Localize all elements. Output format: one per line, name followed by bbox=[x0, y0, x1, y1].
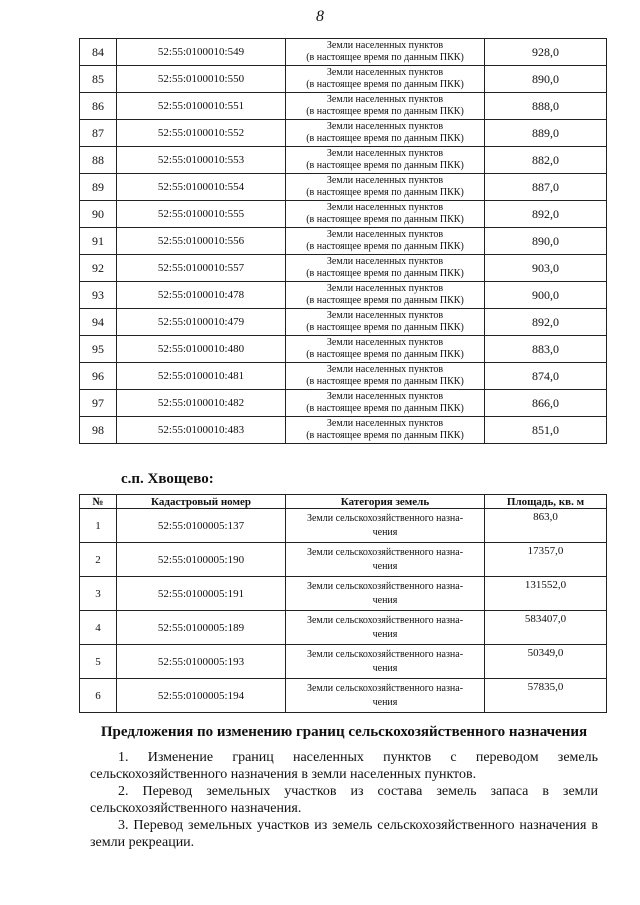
table-header-row bbox=[80, 495, 607, 509]
land-category bbox=[286, 93, 485, 120]
table-row bbox=[80, 201, 607, 228]
page-number: 8 bbox=[316, 8, 324, 25]
table-row bbox=[80, 282, 607, 309]
land-category bbox=[286, 611, 485, 645]
row-number: 90 bbox=[80, 201, 117, 228]
area-value: 866,0 bbox=[485, 390, 607, 417]
land-category bbox=[286, 39, 485, 66]
cadastral-number: 52:55:0100010:554 bbox=[117, 174, 286, 201]
category-note: (в настоящее время по данным ПКК) bbox=[306, 52, 464, 63]
area-value: 928,0 bbox=[485, 39, 607, 66]
category-name: Земли населенных пунктов bbox=[326, 364, 444, 375]
cadastral-number: 52:55:0100010:551 bbox=[117, 93, 286, 120]
row-number: 98 bbox=[80, 417, 117, 444]
row-number: 85 bbox=[80, 66, 117, 93]
category-name: Земли населенных пунктов bbox=[326, 175, 444, 186]
area-value bbox=[485, 577, 607, 611]
category-name: Земли населенных пунктов bbox=[326, 391, 444, 402]
area-value bbox=[485, 645, 607, 679]
land-category bbox=[286, 509, 485, 543]
proposal-item: 3. Перевод земельных участков из земель сельскохозяйственного назначения в земли рекреации. bbox=[90, 818, 598, 850]
cadastral-number: 52:55:0100010:482 bbox=[117, 390, 286, 417]
area-value bbox=[485, 543, 607, 577]
table-row bbox=[80, 228, 607, 255]
table-row bbox=[80, 577, 607, 611]
area-text: 17357,0 bbox=[527, 545, 564, 557]
category-name-end: чения bbox=[372, 560, 398, 572]
category-name: Земли сельскохозяйственного назна- bbox=[306, 512, 464, 524]
table-row bbox=[80, 147, 607, 174]
cadastral-number: 52:55:0100010:479 bbox=[117, 309, 286, 336]
category-note: (в настоящее время по данным ПКК) bbox=[306, 187, 464, 198]
cadastral-number: 52:55:0100005:190 bbox=[117, 543, 286, 577]
area-value bbox=[485, 509, 607, 543]
row-number: 93 bbox=[80, 282, 117, 309]
row-number: 89 bbox=[80, 174, 117, 201]
land-category bbox=[286, 645, 485, 679]
cadastral-number: 52:55:0100010:552 bbox=[117, 120, 286, 147]
cadastral-number: 52:55:0100010:556 bbox=[117, 228, 286, 255]
table-row bbox=[80, 679, 607, 713]
row-number: 87 bbox=[80, 120, 117, 147]
section-title: с.п. Хвощево: bbox=[121, 471, 214, 487]
area-value: 890,0 bbox=[485, 228, 607, 255]
category-name: Земли населенных пунктов bbox=[326, 256, 444, 267]
cadastral-number: 52:55:0100010:483 bbox=[117, 417, 286, 444]
table-row bbox=[80, 363, 607, 390]
land-category bbox=[286, 543, 485, 577]
row-number: 96 bbox=[80, 363, 117, 390]
table-row bbox=[80, 645, 607, 679]
header-cadastral: Кадастровый номер bbox=[117, 495, 286, 509]
category-note: (в настоящее время по данным ПКК) bbox=[306, 106, 464, 117]
proposal-item: 2. Перевод земельных участков из состава земель запаса в земли сельскохозяйственного назначения. bbox=[90, 784, 598, 816]
cadastral-number: 52:55:0100010:557 bbox=[117, 255, 286, 282]
category-note: (в настоящее время по данным ПКК) bbox=[306, 376, 464, 387]
cadastral-number: 52:55:0100010:549 bbox=[117, 39, 286, 66]
land-category bbox=[286, 363, 485, 390]
khvoshchevo-land-table bbox=[79, 494, 607, 713]
area-value: 892,0 bbox=[485, 309, 607, 336]
category-note: (в настоящее время по данным ПКК) bbox=[306, 430, 464, 441]
table-row bbox=[80, 390, 607, 417]
row-number: 86 bbox=[80, 93, 117, 120]
area-value: 890,0 bbox=[485, 66, 607, 93]
category-name-end: чения bbox=[372, 696, 398, 708]
category-name: Земли населенных пунктов bbox=[326, 418, 444, 429]
category-note: (в настоящее время по данным ПКК) bbox=[306, 214, 464, 225]
table-row bbox=[80, 255, 607, 282]
category-name-end: чения bbox=[372, 526, 398, 538]
row-number: 92 bbox=[80, 255, 117, 282]
cadastral-number: 52:55:0100005:194 bbox=[117, 679, 286, 713]
category-name-end: чения bbox=[372, 628, 398, 640]
area-text: 50349,0 bbox=[527, 647, 564, 659]
category-note: (в настоящее время по данным ПКК) bbox=[306, 241, 464, 252]
land-category bbox=[286, 255, 485, 282]
area-value: 874,0 bbox=[485, 363, 607, 390]
land-category bbox=[286, 309, 485, 336]
category-name: Земли населенных пунктов bbox=[326, 337, 444, 348]
category-note: (в настоящее время по данным ПКК) bbox=[306, 268, 464, 279]
row-number: 5 bbox=[80, 645, 117, 679]
area-value bbox=[485, 679, 607, 713]
table-row bbox=[80, 309, 607, 336]
table-row bbox=[80, 174, 607, 201]
cadastral-number: 52:55:0100005:191 bbox=[117, 577, 286, 611]
area-value: 882,0 bbox=[485, 147, 607, 174]
category-note: (в настоящее время по данным ПКК) bbox=[306, 403, 464, 414]
row-number: 94 bbox=[80, 309, 117, 336]
header-area: Площадь, кв. м bbox=[485, 495, 607, 509]
category-note: (в настоящее время по данным ПКК) bbox=[306, 295, 464, 306]
area-text: 583407,0 bbox=[524, 613, 567, 625]
row-number: 91 bbox=[80, 228, 117, 255]
area-value: 889,0 bbox=[485, 120, 607, 147]
row-number: 6 bbox=[80, 679, 117, 713]
category-name: Земли сельскохозяйственного назна- bbox=[306, 580, 464, 592]
row-number: 95 bbox=[80, 336, 117, 363]
category-note: (в настоящее время по данным ПКК) bbox=[306, 79, 464, 90]
cadastral-number: 52:55:0100010:550 bbox=[117, 66, 286, 93]
cadastral-number: 52:55:0100010:480 bbox=[117, 336, 286, 363]
category-note: (в настоящее время по данным ПКК) bbox=[306, 349, 464, 360]
table-row bbox=[80, 120, 607, 147]
header-category: Категория земель bbox=[286, 495, 485, 509]
category-name: Земли населенных пунктов bbox=[326, 40, 444, 51]
land-category bbox=[286, 120, 485, 147]
area-value: 887,0 bbox=[485, 174, 607, 201]
category-name: Земли сельскохозяйственного назна- bbox=[306, 546, 464, 558]
area-value: 903,0 bbox=[485, 255, 607, 282]
category-note: (в настоящее время по данным ПКК) bbox=[306, 322, 464, 333]
cadastral-number: 52:55:0100010:553 bbox=[117, 147, 286, 174]
category-name: Земли населенных пунктов bbox=[326, 148, 444, 159]
category-name-end: чения bbox=[372, 662, 398, 674]
land-category bbox=[286, 174, 485, 201]
area-value bbox=[485, 611, 607, 645]
land-category bbox=[286, 282, 485, 309]
row-number: 1 bbox=[80, 509, 117, 543]
upper-land-table bbox=[79, 38, 607, 444]
land-category bbox=[286, 201, 485, 228]
category-name: Земли сельскохозяйственного назна- bbox=[306, 682, 464, 694]
land-category bbox=[286, 66, 485, 93]
table-row bbox=[80, 611, 607, 645]
category-name: Земли населенных пунктов bbox=[326, 202, 444, 213]
area-value: 892,0 bbox=[485, 201, 607, 228]
cadastral-number: 52:55:0100010:555 bbox=[117, 201, 286, 228]
cadastral-number: 52:55:0100005:137 bbox=[117, 509, 286, 543]
area-text: 863,0 bbox=[533, 511, 558, 523]
header-number: № bbox=[80, 495, 117, 509]
proposals-title: Предложения по изменению границ сельскохозяйственного назначения bbox=[100, 724, 588, 740]
category-name: Земли населенных пунктов bbox=[326, 121, 444, 132]
row-number: 84 bbox=[80, 39, 117, 66]
category-name: Земли сельскохозяйственного назна- bbox=[306, 614, 464, 626]
proposal-item: 1. Изменение границ населенных пунктов с переводом земель сельскохозяйственного назначения в земли населенных пунктов. bbox=[90, 750, 598, 782]
row-number: 3 bbox=[80, 577, 117, 611]
land-category bbox=[286, 577, 485, 611]
cadastral-number: 52:55:0100010:481 bbox=[117, 363, 286, 390]
table-row bbox=[80, 417, 607, 444]
category-name-end: чения bbox=[372, 594, 398, 606]
cadastral-number: 52:55:0100010:478 bbox=[117, 282, 286, 309]
row-number: 97 bbox=[80, 390, 117, 417]
table-row bbox=[80, 543, 607, 577]
row-number: 4 bbox=[80, 611, 117, 645]
area-value: 900,0 bbox=[485, 282, 607, 309]
table-row bbox=[80, 66, 607, 93]
category-name: Земли населенных пунктов bbox=[326, 67, 444, 78]
area-text: 131552,0 bbox=[524, 579, 567, 591]
table-row bbox=[80, 509, 607, 543]
area-value: 888,0 bbox=[485, 93, 607, 120]
land-category bbox=[286, 336, 485, 363]
category-name: Земли населенных пунктов bbox=[326, 283, 444, 294]
land-category bbox=[286, 679, 485, 713]
area-text: 57835,0 bbox=[527, 681, 564, 693]
table-row bbox=[80, 39, 607, 66]
land-category bbox=[286, 228, 485, 255]
area-value: 883,0 bbox=[485, 336, 607, 363]
land-category bbox=[286, 147, 485, 174]
table-row bbox=[80, 93, 607, 120]
land-category bbox=[286, 417, 485, 444]
category-name: Земли населенных пунктов bbox=[326, 310, 444, 321]
area-value: 851,0 bbox=[485, 417, 607, 444]
category-note: (в настоящее время по данным ПКК) bbox=[306, 160, 464, 171]
category-name: Земли сельскохозяйственного назна- bbox=[306, 648, 464, 660]
row-number: 2 bbox=[80, 543, 117, 577]
category-name: Земли населенных пунктов bbox=[326, 229, 444, 240]
land-category bbox=[286, 390, 485, 417]
table-row bbox=[80, 336, 607, 363]
cadastral-number: 52:55:0100005:193 bbox=[117, 645, 286, 679]
cadastral-number: 52:55:0100005:189 bbox=[117, 611, 286, 645]
category-note: (в настоящее время по данным ПКК) bbox=[306, 133, 464, 144]
row-number: 88 bbox=[80, 147, 117, 174]
category-name: Земли населенных пунктов bbox=[326, 94, 444, 105]
